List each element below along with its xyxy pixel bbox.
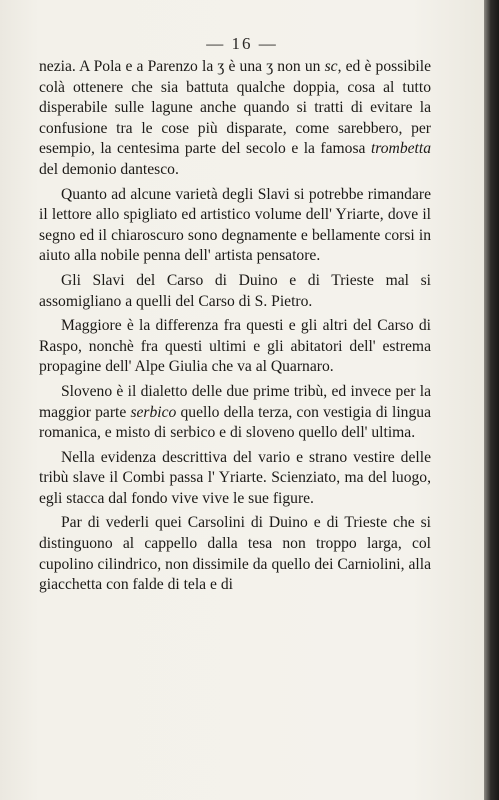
- page-binding-edge: [484, 0, 499, 800]
- paragraph: Maggiore è la differenza fra questi e gli altri del Carso di Raspo, nonchè fra questi ultimi e gli abitatori dell' estrema propagine dell' Alpe Giulia che va al Quarnaro.: [39, 317, 431, 376]
- paragraph: Quanto ad alcune varietà degli Slavi si potrebbe rimandare il lettore allo spigliato ed artistico volume dell' Yriarte, dove il segno ed il chiaroscuro sono degnamente e bellamente corsi in aiuto alla nobile penna dell' artista pensatore.: [39, 185, 431, 265]
- page-body-text: [39, 57, 431, 600]
- paragraph: Nella evidenza descrittiva del vario e strano vestire delle tribù slave il Combi passa l' Yriarte. Scienziato, ma del luogo, egli stacca dal fondo vive vive le sue figure.: [39, 448, 431, 507]
- paragraph: nezia. A Pola e a Parenzo la ʒ è una ʒ non un sc, ed è possibile colà ottenere che sia battuta qualche doppia, cosa al tutto disperabile sulle lagune anche quando si tratti di evitare la confusione tra le cose più disparate, come sarebbero, per esempio, la centesima parte del secolo e la famosa trombetta del demonio dantesco.: [39, 58, 432, 178]
- page-number: — 16 —: [206, 34, 278, 53]
- paragraph: Par di vederli quei Carsolini di Duino e di Trieste che si distinguono al cappello dalla tesa non troppo larga, col cupolino cilindrico, non dissimile da quello dei Carniolini, alla giacchetta con falde di tela e di: [39, 514, 431, 594]
- paragraph: Gli Slavi del Carso di Duino e di Trieste mal si assomigliano a quelli del Carso di S. Pietro.: [39, 271, 431, 310]
- paragraph: Sloveno è il dialetto delle due prime tribù, ed invece per la maggior parte serbico quello della terza, con vestigia di lingua romanica, e misto di serbico e di sloveno quello dell' ultima.: [39, 382, 431, 442]
